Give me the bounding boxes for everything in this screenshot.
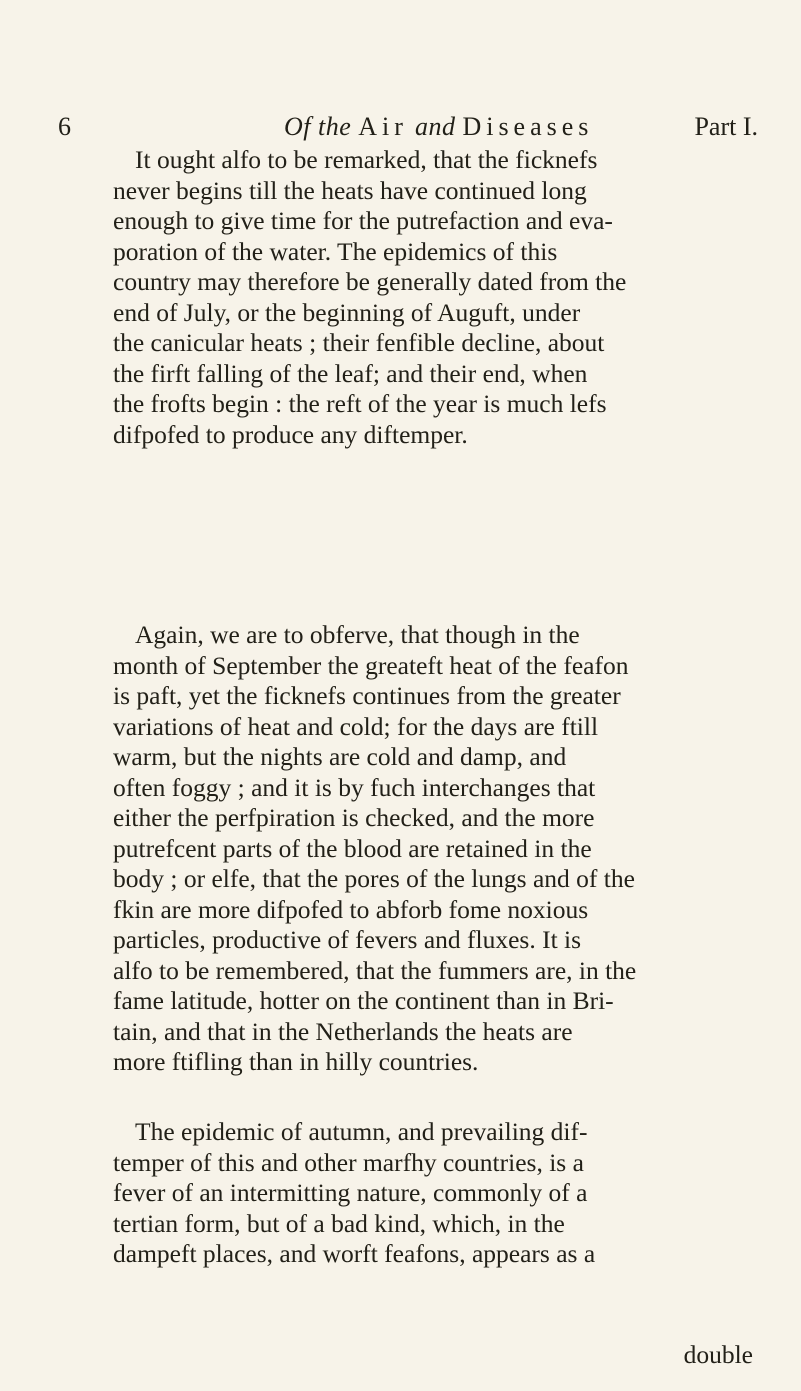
text-line: the frofts begin : the reft of the year is much lefs bbox=[113, 389, 607, 418]
title-word-diseases: Diseases bbox=[462, 112, 594, 141]
text-line: body ; or elfe, that the pores of the lungs and of the bbox=[113, 864, 635, 893]
text-line: tertian form, but of a bad kind, which, in the bbox=[113, 1208, 565, 1238]
paragraph bbox=[113, 1117, 753, 1270]
text-line: the firft falling of the leaf; and their end, when bbox=[113, 358, 588, 388]
text-line: variations of heat and cold; for the days are ftill bbox=[113, 711, 599, 741]
text-line: either the perfpiration is checked, and the more bbox=[113, 803, 595, 832]
text-line: The epidemic of autumn, and prevailing dif- bbox=[135, 1117, 588, 1146]
text-line: alfo to be remembered, that the fummers are, in the bbox=[113, 955, 637, 985]
title-word-air: Air bbox=[358, 112, 408, 141]
text-line: month of September the greateft heat of the feafon bbox=[113, 650, 629, 680]
paragraph bbox=[113, 145, 753, 450]
text-line: the canicular heats ; their fenfible decline, about bbox=[113, 328, 605, 357]
text-line: poration of the water. The epidemics of this bbox=[113, 236, 558, 266]
text-line: difpofed to produce any diftemper. bbox=[113, 419, 468, 449]
text-line: often foggy ; and it is by fuch interchanges that bbox=[113, 772, 596, 802]
text-line: fame latitude, hotter on the continent than in Bri- bbox=[113, 986, 614, 1015]
text-line: particles, productive of fevers and fluxes. It is bbox=[113, 925, 582, 954]
paragraph bbox=[113, 620, 753, 1078]
text-line: putrefcent parts of the blood are retained in the bbox=[113, 833, 592, 863]
text-line: fever of an intermitting nature, commonly of a bbox=[113, 1178, 588, 1207]
text-line: warm, but the nights are cold and damp, and bbox=[113, 742, 567, 771]
title-and: and bbox=[407, 112, 463, 141]
text-line: It ought alfo to be remarked, that the ficknefs bbox=[135, 145, 598, 174]
running-header bbox=[58, 107, 758, 147]
running-title bbox=[284, 107, 593, 147]
catchword: double bbox=[683, 1340, 753, 1369]
text-line: country may therefore be generally dated from the bbox=[113, 267, 627, 296]
text-line: temper of this and other marfhy countries, is a bbox=[113, 1147, 584, 1177]
text-line: dampeft places, and worft feafons, appears as a bbox=[113, 1239, 596, 1268]
text-line: enough to give time for the putrefaction and eva- bbox=[113, 206, 613, 235]
text-line: more ftifling than in hilly countries. bbox=[113, 1047, 479, 1076]
text-line: tain, and that in the Netherlands the heats are bbox=[113, 1016, 573, 1046]
text-line: never begins till the heats have continued long bbox=[113, 175, 587, 205]
page-number: 6 bbox=[58, 112, 71, 141]
part-label: Part I. bbox=[694, 112, 758, 141]
text-line: is paft, yet the ficknefs continues from the greater bbox=[113, 681, 621, 710]
text-line: Again, we are to obferve, that though in the bbox=[135, 620, 580, 649]
text-line: fkin are more difpofed to abforb fome noxious bbox=[113, 894, 589, 924]
text-line: end of July, or the beginning of Auguft, under bbox=[113, 297, 581, 327]
title-prefix: Of the bbox=[284, 112, 359, 141]
